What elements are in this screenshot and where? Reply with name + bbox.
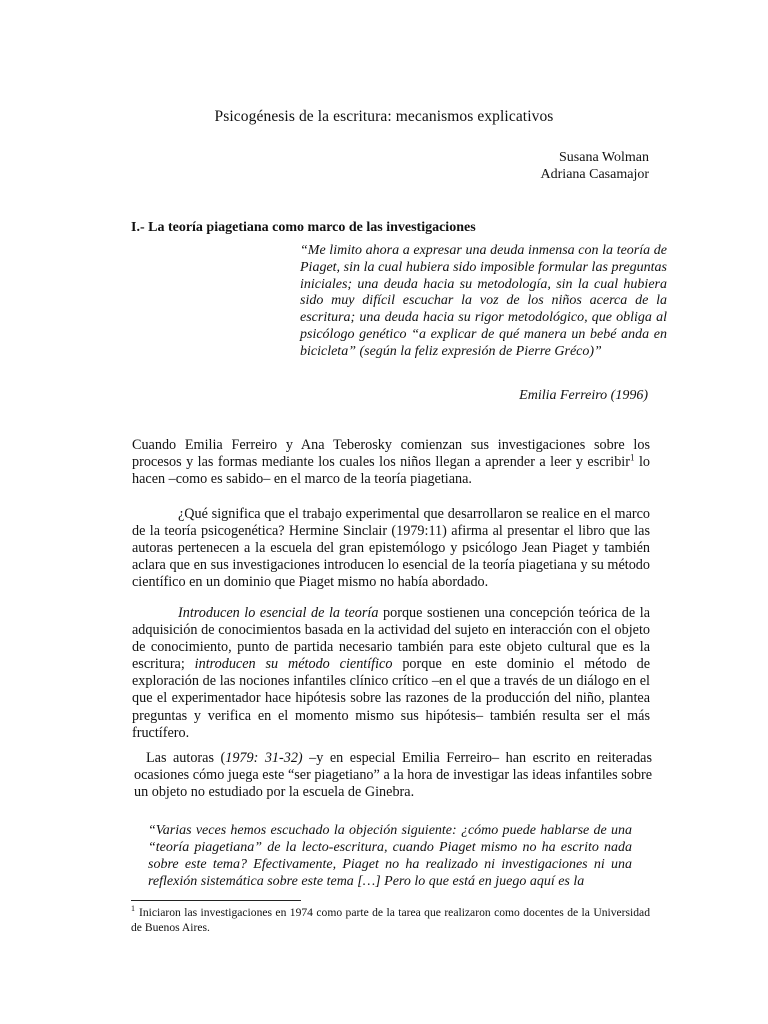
- citation-text: 1979: 31-32): [225, 750, 303, 766]
- footnote-mark: 1: [131, 904, 135, 914]
- footnote: [131, 906, 650, 935]
- block-quote: “Varias veces hemos escuchado la objeción siguiente: ¿cómo puede hablarse de una “teoría piagetiana” de la lecto-escritura, cuando Piaget mismo no ha escrito nada sobre este tema? Efectivamente, Piaget no ha realizado ni investigaciones ni una reflexión sistemática sobre este tema […] Pero lo que está en juego aquí es la: [148, 823, 632, 890]
- paragraph-text: –y en especial Emilia Ferreiro– han escrito en reiteradas ocasiones cómo juega este “ser piagetiano” a la hora de investigar las ideas infantiles sobre un objeto no estudiado por la escuela de Ginebra.: [134, 750, 652, 801]
- epigraph-attribution: Emilia Ferreiro (1996): [519, 388, 648, 403]
- emphasis-text: introducen su método científico: [194, 656, 393, 673]
- paragraph-text: porque en este dominio el método de exploración de las nociones infantiles clínico crítico –en el que a través de un diálogo en el que el experimentador hace hipótesis sobre las razones de la producción del niño, plantea preguntas y verifica en el momento mismo sus hipótesis– también resulta ser el más fructífero.: [132, 656, 651, 741]
- epigraph-quote: “Me limito ahora a expresar una deuda inmensa con la teoría de Piaget, sin la cual hubiera sido imposible formular las preguntas iniciales; una deuda hacia su metodología, sin la cual hubiera sido muy difícil escuchar la voz de los niños acerca de la escritura; una deuda hacia su rigor metodológico, que obliga al psicólogo genético “a explicar de qué manera un bebé anda en bicicleta” (según la feliz expresión de Pierre Gréco)”: [300, 243, 667, 359]
- author-name: Susana Wolman: [559, 150, 649, 165]
- paragraph-text: porque sostienen una concepción teórica de la adquisición de conocimientos basada en la actividad del sujeto en interacción con el objeto de conocimiento, punto de partida necesario también para este objeto cultural que es la escritura;: [132, 605, 650, 673]
- footnote-text: Iniciaron las investigaciones en 1974 como parte de la tarea que realizaron como docentes de la Universidad de Buenos Aires.: [131, 906, 650, 934]
- document-title: Psicogénesis de la escritura: mecanismos explicativos: [214, 108, 554, 125]
- paragraph: [132, 437, 650, 488]
- paragraph: ¿Qué significa que el trabajo experimental que desarrollaron se realice en el marco de la teoría psicogenética? Hermine Sinclair (1979:11) afirma al presentar el libro que las autoras pertenecen a la escuela del gran epistemólogo y psicólogo Jean Piaget y también aclara que en sus investigaciones introducen lo esencial de la teoría piagetiana y su método científico en un dominio que Piaget mismo no había abordado.: [132, 506, 650, 591]
- emphasis-text: Introducen lo esencial de la teoría: [178, 605, 379, 621]
- author-name: Adriana Casamajor: [540, 167, 649, 182]
- footnote-divider: [131, 900, 301, 901]
- author-list: [541, 149, 649, 183]
- paragraph-text: lo hacen –como es sabido– en el marco de la teoría piagetiana.: [132, 454, 650, 488]
- section-heading: I.- La teoría piagetiana como marco de las investigaciones: [131, 220, 476, 235]
- paragraph: [134, 750, 652, 801]
- paragraph-text: Las autoras (: [146, 750, 226, 766]
- footnote-reference[interactable]: 1: [629, 452, 635, 463]
- paragraph: [132, 605, 650, 742]
- paragraph-text: Cuando Emilia Ferreiro y Ana Teberosky comienzan sus investigaciones sobre los procesos y las formas mediante los cuales los niños llegan a aprender a leer y escribir: [132, 437, 650, 471]
